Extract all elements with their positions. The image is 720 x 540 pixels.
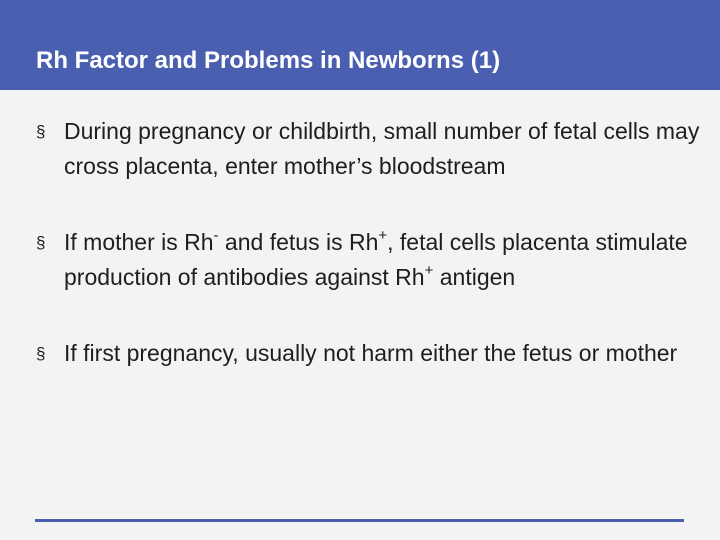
superscript: + [378, 227, 388, 245]
bullet-item [36, 336, 720, 371]
bullet-marker-icon: § [36, 122, 46, 141]
bullet-item [36, 114, 720, 184]
superscript: - [213, 227, 219, 245]
bullet-text [64, 229, 688, 290]
bullet-item [36, 225, 720, 295]
bullet-text-part: , fetal cells placenta stimulate production of antibodies against Rh [64, 229, 688, 290]
bullet-marker-icon: § [36, 233, 46, 252]
bullet-text: If first pregnancy, usually not harm either the fetus or mother [64, 340, 678, 366]
bullet-text: During pregnancy or childbirth, small number of fetal cells may cross placenta, enter mother’s bloodstream [64, 118, 700, 179]
footer-divider [35, 519, 684, 522]
bullet-text-part: If mother is Rh [64, 229, 214, 255]
bullet-text-part: and fetus is Rh [218, 229, 379, 255]
slide-title: Rh Factor and Problems in Newborns (1) [36, 47, 501, 74]
title-bar [0, 0, 720, 90]
bullet-marker-icon: § [36, 344, 46, 363]
superscript: + [424, 262, 434, 280]
bullet-list [36, 114, 720, 371]
bullet-text-part: antigen [433, 264, 516, 290]
